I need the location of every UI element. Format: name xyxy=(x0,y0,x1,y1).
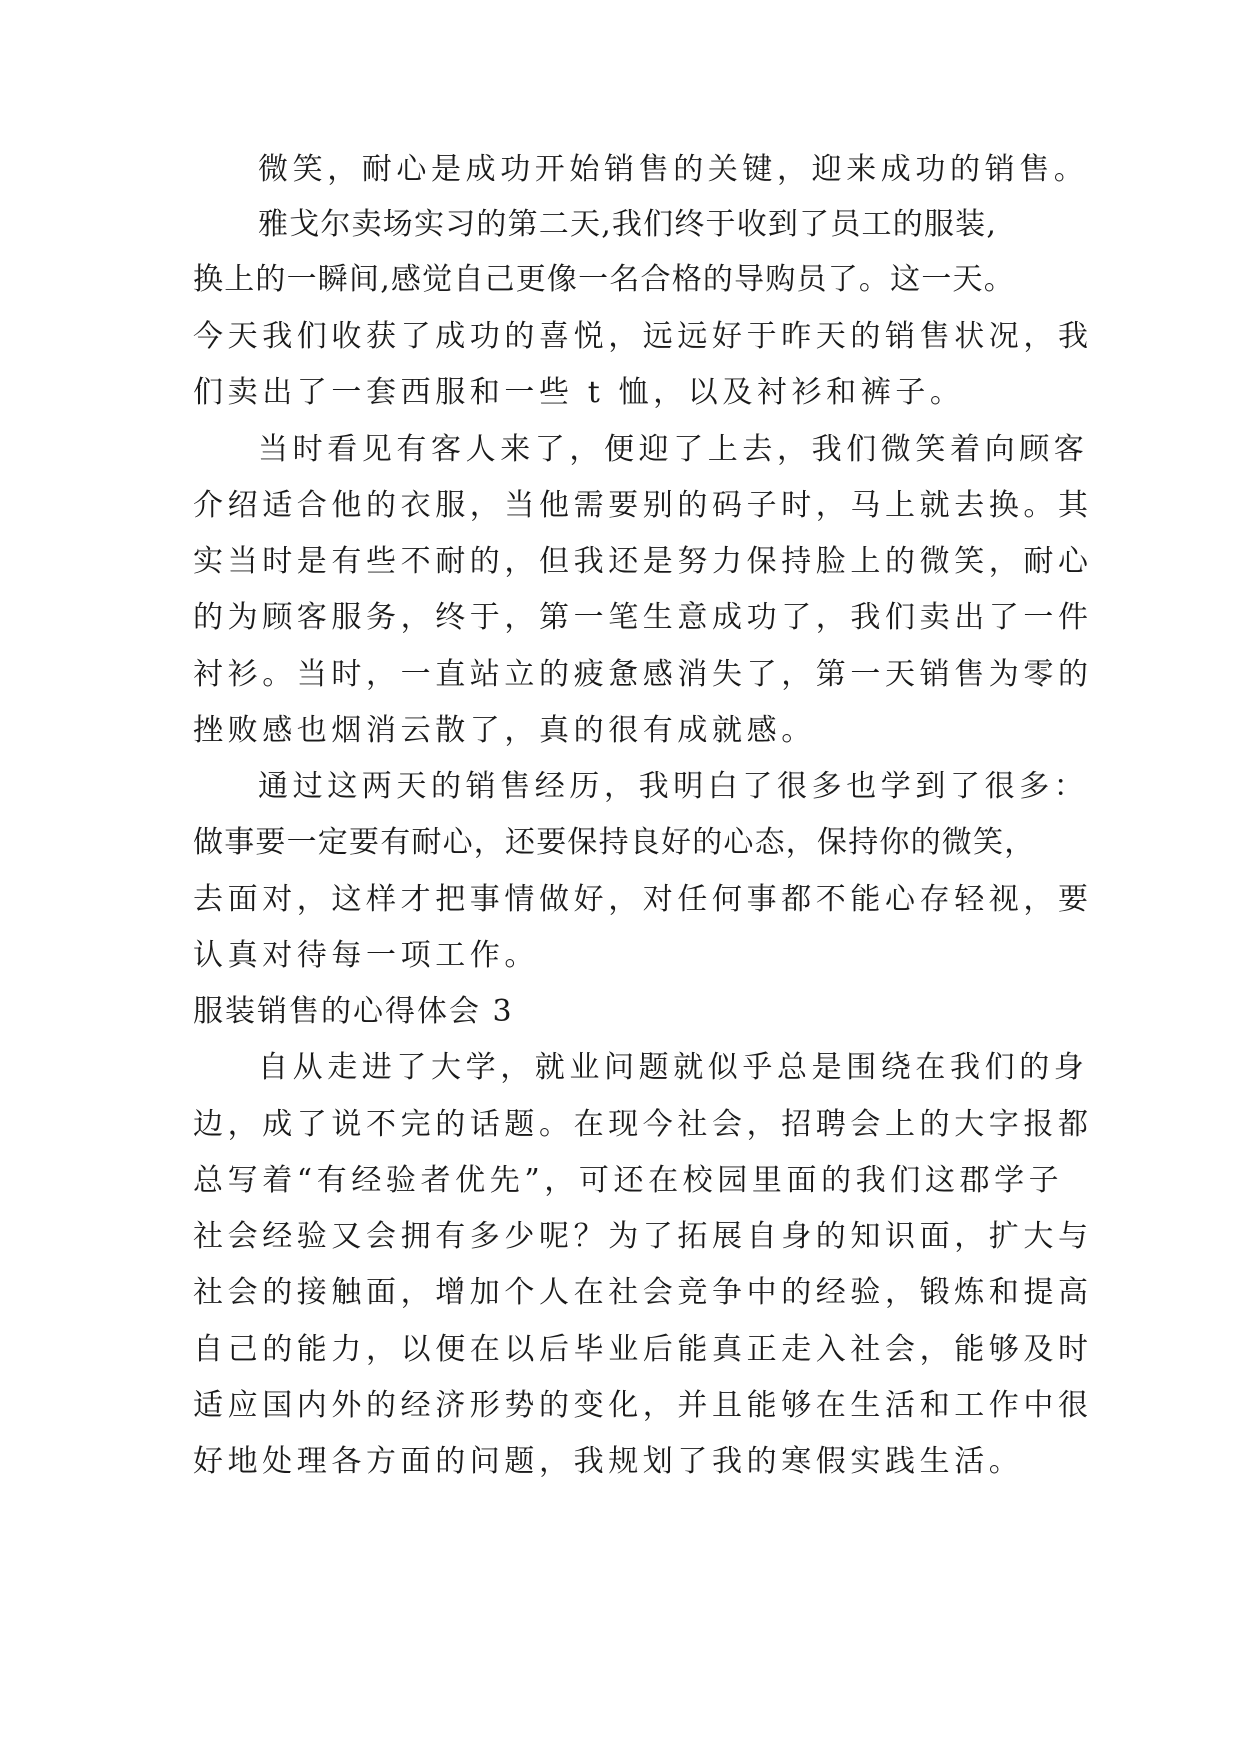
paragraph-line: 今天我们收获了成功的喜悦，远远好于昨天的销售状况，我 xyxy=(193,319,1093,354)
paragraph-line: 自己的能力，以便在以后毕业后能真正走入社会，能够及时 xyxy=(193,1332,1093,1367)
paragraph-line: 去面对，这样才把事情做好，对任何事都不能心存轻视，要 xyxy=(193,882,1093,917)
paragraph-line: 社会的接触面，增加个人在社会竞争中的经验，锻炼和提高 xyxy=(193,1275,1093,1310)
paragraph-line: 总写着“有经验者优先”，可还在校园里面的我们这郡学子 xyxy=(193,1163,1064,1198)
paragraph-line: 挫败感也烟消云散了，真的很有成就感。 xyxy=(193,713,816,748)
paragraph-line: 实当时是有些不耐的，但我还是努力保持脸上的微笑，耐心 xyxy=(193,544,1093,579)
section-heading: 服装销售的心得体会 3 xyxy=(193,994,514,1029)
paragraph-line: 雅戈尔卖场实习的第二天,我们终于收到了员工的服装, xyxy=(258,207,998,242)
paragraph-line: 认真对待每一项工作。 xyxy=(193,938,539,973)
paragraph-line: 适应国内外的经济形势的变化，并且能够在生活和工作中很 xyxy=(193,1388,1093,1423)
paragraph-line: 衬衫。当时，一直站立的疲惫感消失了，第一天销售为零的 xyxy=(193,657,1093,692)
paragraph-line: 自从走进了大学，就业问题就似乎总是围绕在我们的身 xyxy=(258,1050,1089,1085)
paragraph-line: 通过这两天的销售经历，我明白了很多也学到了很多： xyxy=(258,769,1089,804)
paragraph-line: 边，成了说不完的话题。在现今社会，招聘会上的大字报都 xyxy=(193,1107,1093,1142)
paragraph-line: 社会经验又会拥有多少呢？为了拓展自身的知识面，扩大与 xyxy=(193,1219,1093,1254)
paragraph-line: 当时看见有客人来了，便迎了上去，我们微笑着向顾客 xyxy=(258,432,1089,467)
paragraph-line: 微笑，耐心是成功开始销售的关键，迎来成功的销售。 xyxy=(258,152,1089,187)
paragraph-line: 们卖出了一套西服和一些 t 恤，以及衬衫和裤子。 xyxy=(193,375,965,410)
paragraph-line: 好地处理各方面的问题，我规划了我的寒假实践生活。 xyxy=(193,1444,1024,1479)
paragraph-line: 的为顾客服务，终于，第一笔生意成功了，我们卖出了一件 xyxy=(193,600,1093,635)
paragraph-line: 换上的一瞬间,感觉自己更像一名合格的导购员了。这一天。 xyxy=(193,262,1015,297)
paragraph-line: 介绍适合他的衣服，当他需要别的码子时，马上就去换。其 xyxy=(193,488,1093,523)
paragraph-line: 做事要一定要有耐心，还要保持良好的心态，保持你的微笑， xyxy=(193,825,1036,860)
